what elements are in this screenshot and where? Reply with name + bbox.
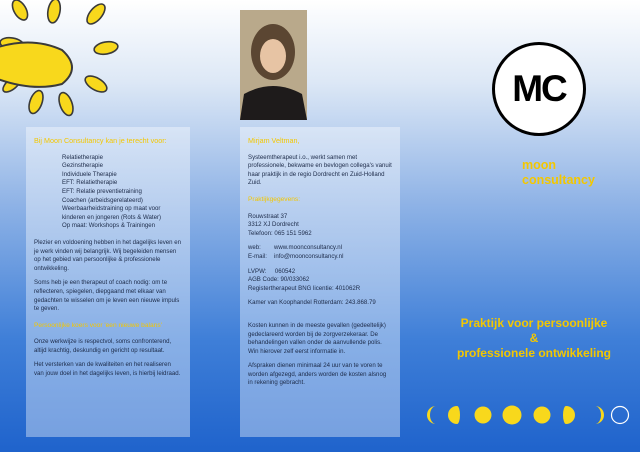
brand-line-2: consultancy: [522, 173, 595, 187]
balance-heading: Persoonlijke koers voor 'een nieuwe balans': [34, 321, 162, 329]
therapist-intro: Systeemtherapeut i.o., werkt samen met professionele, bekwame en bevlogen collega's vanuit haar praktijk in de regio Dordrecht en Zuid-Holland Zuid.: [248, 153, 392, 187]
logo-text: MC: [512, 68, 566, 109]
moon-phase-icon: [595, 406, 604, 424]
moon-phase-icon: [448, 406, 460, 424]
moon-phase-icon: [612, 407, 629, 424]
contact-panel: [240, 127, 400, 437]
web-label: web:: [248, 244, 261, 252]
list-item: Relatietherapie: [62, 153, 103, 161]
moon-phase-icon: [563, 406, 575, 424]
list-item: Coachen (arbeidsgerelateerd): [62, 196, 143, 204]
brand-name: [522, 158, 595, 188]
method-paragraph: Onze werkwijze is respectvol, soms confronterend, altijd krachtig, deskundig en gericht op resultaat.: [34, 338, 172, 354]
portrait-photo: [240, 10, 307, 120]
web-link[interactable]: www.moonconsultancy.nl: [274, 244, 342, 252]
list-item: Weerbaarheidstraining op maat voor kinderen en jongeren (Rots & Water): [62, 205, 162, 221]
therapist-name: Mirjam Veltman,: [248, 136, 300, 145]
email-label: E-mail:: [248, 252, 267, 260]
intro-paragraph: Plezier en voldoening hebben in het dagelijks leven en je werk vinden wij belangrijk. Wij begeleiden mensen op het gebied van persoonlijke & professionele ontwikkeling.: [34, 238, 182, 272]
sun-illustration: [0, 0, 130, 120]
list-item: EFT: Relatie preventietraining: [62, 187, 142, 195]
services-list: [62, 154, 182, 231]
moon-phase-icon: [503, 406, 522, 425]
moon-phases: [426, 404, 634, 426]
web-row: [248, 244, 392, 253]
tagline-line-3: professionele ontwikkeling: [456, 346, 612, 360]
list-item: Gezinstherapie: [62, 162, 103, 170]
agb-code: AGB Code: 90/033062: [248, 276, 310, 284]
email-link[interactable]: info@moonconsultancy.nl: [274, 252, 344, 260]
email-row: [248, 253, 392, 262]
kvk-number: Kamer van Koophandel Rotterdam: 243.868.79: [248, 299, 376, 307]
mc-logo: [492, 42, 586, 136]
tagline-line-2: &: [529, 331, 539, 345]
moon-phase-icon: [427, 406, 436, 424]
city: 3312 XJ Dordrecht: [248, 221, 299, 229]
appointments-paragraph: Afspraken dienen minimaal 24 uur van te voren te worden afgezegd, anders worden de kosten alsnog in rekening gebracht.: [248, 362, 387, 387]
tagline-line-1: Praktijk voor persoonlijke: [460, 316, 608, 330]
costs-paragraph: Kosten kunnen in de meeste gevallen (gedeeltelijk) gedeclareerd worden bij de zorgverzekeraar. De behandelingen vallen onder de aanvullende polis. Win hierover zelf eerst informatie in.: [248, 321, 386, 355]
goal-paragraph: Het versterken van de kwaliteiten en het realiseren van jouw doel in het dagelijks leven, is hierbij leidraad.: [34, 361, 181, 378]
tagline: [438, 316, 630, 361]
address-heading: Praktijkgegevens:: [248, 195, 301, 203]
list-item: Individuele Therapie: [62, 170, 117, 178]
brand-line-1: moon: [522, 158, 557, 172]
services-heading: Bij Moon Consultancy kan je terecht voor:: [34, 136, 167, 145]
lvpw-number: LVPW: 060542: [248, 267, 296, 275]
services-panel: [26, 127, 190, 437]
bng-license: Registertherapeut BNG licentie: 401062R: [248, 284, 361, 292]
list-item: Op maat: Workshops & Trainingen: [62, 222, 156, 230]
list-item: EFT: Relatietherapie: [62, 179, 118, 187]
coach-paragraph: Soms heb je een therapeut of coach nodig: om te reflecteren, spiegelen, diepgaand met elkaar van gedachten te wisselen om je leven een nieuwe impuls te geven.: [34, 279, 180, 313]
moon-phase-icon: [475, 407, 492, 424]
phone: Telefoon: 065 151 5962: [248, 229, 312, 237]
street: Rouwstraat 37: [248, 212, 288, 220]
moon-phase-icon: [534, 407, 551, 424]
